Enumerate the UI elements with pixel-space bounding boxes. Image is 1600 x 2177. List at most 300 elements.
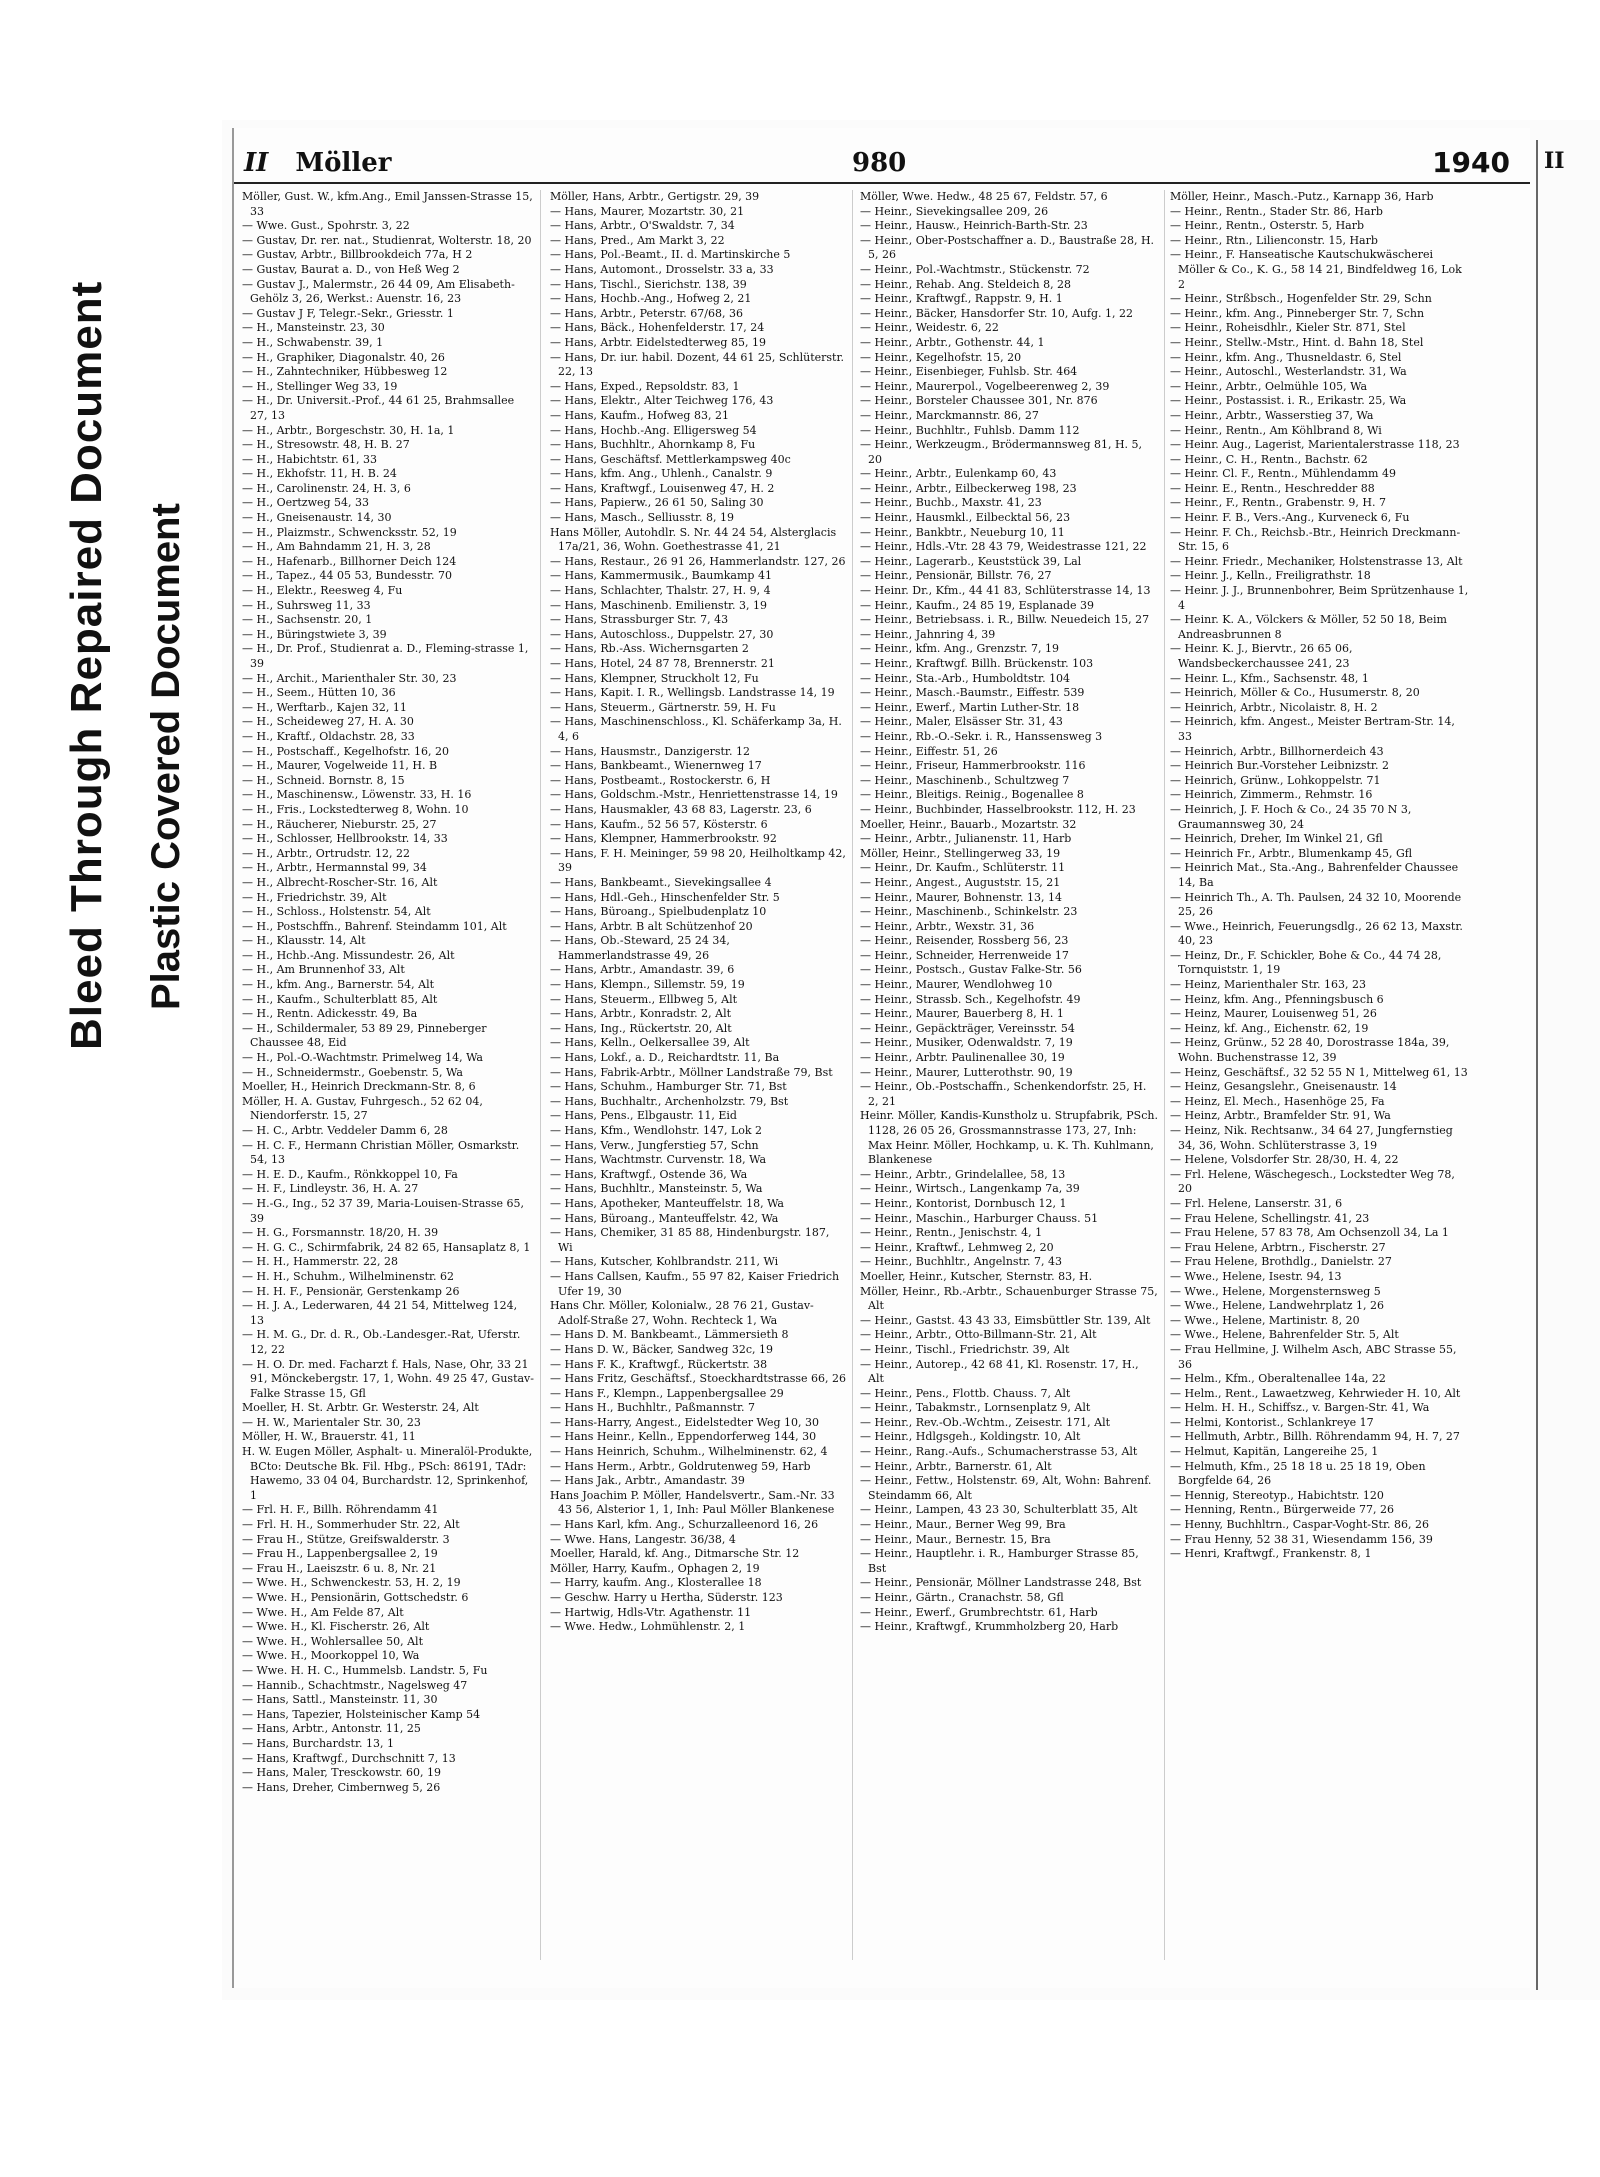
- directory-entry: — Hans, Kaufm., 52 56 57, Kösterstr. 6: [550, 817, 768, 831]
- directory-entry: — Hans, Wachtmstr. Curvenstr. 18, Wa: [550, 1153, 767, 1167]
- directory-entry: — Hellmuth, Arbtr., Billh. Röhrendamm 94, H. 7, 27: [1170, 1430, 1460, 1444]
- directory-entry: Moeller, H. St. Arbtr. Gr. Westerstr. 24, Alt: [242, 1401, 479, 1415]
- directory-entry: — Heinrich, Dreher, Im Winkel 21, Gfl: [1170, 832, 1383, 846]
- directory-entry: — Heinr., Hdlgsgeh., Koldingstr. 10, Alt: [860, 1430, 1081, 1444]
- directory-entry: — Heinr., Borsteler Chaussee 301, Nr. 876: [860, 394, 1098, 408]
- directory-entry: — Hans, Bankbeamt., Wienernweg 17: [550, 759, 762, 773]
- directory-entry: — Frau Helene, Schellingstr. 41, 23: [1170, 1211, 1370, 1225]
- directory-entry: — Heinr., Ewerf., Martin Luther-Str. 18: [860, 700, 1080, 714]
- directory-entry: — Hans F., Klempn., Lappenbergsallee 29: [550, 1386, 784, 1400]
- directory-entry: — Helm., Kfm., Oberaltenallee 14a, 22: [1170, 1372, 1386, 1386]
- directory-entry: — Heinr. F. Ch., Reichsb.-Btr., Heinrich Dreckmann-Str. 15, 6: [1170, 525, 1461, 554]
- directory-entry: — Heinz, El. Mech., Hasenhöge 25, Fa: [1170, 1094, 1385, 1108]
- directory-entry: — Hans-Harry, Angest., Eidelstedter Weg 10, 30: [550, 1415, 820, 1429]
- directory-entry: — Heinr., Eiffestr. 51, 26: [860, 744, 998, 758]
- directory-entry: — Heinrich, Arbtr., Nicolaistr. 8, H. 2: [1170, 700, 1378, 714]
- directory-entry: — Heinr., Lagerarb., Keuststück 39, Lal: [860, 554, 1082, 568]
- directory-entry: — Wwe. Hedw., Lohmühlenstr. 2, 1: [550, 1620, 746, 1634]
- directory-entry: — Hans, Steuerm., Gärtnerstr. 59, H. Fu: [550, 700, 776, 714]
- directory-entry: — Hans, Hotel, 24 87 78, Brennerstr. 21: [550, 657, 775, 670]
- directory-entry: — Hans, Elektr., Alter Teichweg 176, 43: [550, 394, 774, 408]
- directory-entry: — Heinr., Rtn., Lilienconstr. 15, Harb: [1170, 233, 1378, 247]
- directory-entry: — Hans, Pens., Elbgaustr. 11, Eid: [550, 1109, 737, 1123]
- directory-entry: — Heinr., Arbtr., Eilbeckerweg 198, 23: [860, 481, 1077, 495]
- directory-entry: — Heinr., Kraftwgf., Rappstr. 9, H. 1: [860, 292, 1063, 306]
- directory-entry: — Heinr., Buchb., Maxstr. 41, 23: [860, 496, 1042, 510]
- directory-entry: — Heinr., Maschinenb., Schinkelstr. 23: [860, 905, 1078, 919]
- directory-entry: — Heinr., Wirtsch., Langenkamp 7a, 39: [860, 1182, 1080, 1196]
- directory-entry: — Hans, kfm. Ang., Uhlenh., Canalstr. 9: [550, 467, 773, 481]
- directory-entry: — Hans, Hdl.-Geh., Hinschenfelder Str. 5: [550, 890, 780, 904]
- directory-entry: — H., Kraftf., Oldachstr. 28, 33: [242, 729, 415, 743]
- directory-entry: — Heinr., Friseur, Hammerbrookstr. 116: [860, 759, 1086, 773]
- directory-entry: — Heinrich, J. F. Hoch & Co., 24 35 70 N 3, Graumannsweg 30, 24: [1170, 802, 1412, 831]
- directory-entry: — H., Elektr., Reesweg 4, Fu: [242, 584, 403, 598]
- directory-entry: — Heinr., F. Hanseatische Kautschukwäscherei Möller & Co., K. G., 58 14 21, Bindfeldweg 16, Lok 2: [1170, 248, 1462, 291]
- directory-entry: — Hans, Maurer, Mozartstr. 30, 21: [550, 204, 745, 218]
- directory-entry: — Wwe. H., Moorkoppel 10, Wa: [242, 1649, 420, 1663]
- directory-entry: — Heinr., Pensionär, Möllner Landstrasse 248, Bst: [860, 1576, 1142, 1590]
- directory-entry: — Hans, Kutscher, Kohlbrandstr. 211, Wi: [550, 1255, 779, 1269]
- directory-entry: — Hans, Schlachter, Thalstr. 27, H. 9, 4: [550, 584, 771, 598]
- directory-entry: — Hans Heinr., Kelln., Eppendorferweg 144, 30: [550, 1430, 817, 1444]
- directory-entry: — H., Klausstr. 14, Alt: [242, 934, 366, 948]
- directory-entry: Hans Joachim P. Möller, Handelsvertr., Sam.-Nr. 33 43 56, Alsterior 1, 1, Inh: Paul Möller Blankenese: [550, 1488, 835, 1517]
- directory-entry: Heinr. Möller, Kandis-Kunstholz u. Strupfabrik, PSch. 1128, 26 05 26, Grossmannstrasse 173, 27, Inh: Max Heinr. Möller, Hochkamp, u. K. Th. Kuhlmann, Blankenese: [860, 1109, 1158, 1167]
- directory-entry: — H. W., Marientaler Str. 30, 23: [242, 1415, 421, 1429]
- directory-entry: — Heinr. Aug., Lagerist, Marientalerstrasse 118, 23: [1170, 438, 1460, 452]
- directory-entry: — Heinr., Werkzeugm., Brödermannsweg 81, H. 5, 20: [860, 438, 1143, 466]
- directory-entry: — Heinr., Hausmkl., Eilbecktal 56, 23: [860, 511, 1071, 525]
- directory-entry: — Heinr., Sievekingsallee 209, 26: [860, 204, 1049, 218]
- directory-entry: — Heinr., C. H., Rentn., Bachstr. 62: [1170, 452, 1368, 466]
- directory-entry: Möller, Heinr., Stellingerweg 33, 19: [860, 846, 1061, 860]
- directory-entry: — Gustav J F, Telegr.-Sekr., Griesstr. 1: [242, 306, 454, 320]
- directory-entry: — H., Tapez., 44 05 53, Bundesstr. 70: [242, 569, 452, 583]
- directory-entry: — Gustav, Arbtr., Billbrookdeich 77a, H 2: [242, 248, 473, 262]
- directory-entry: — Helm. H. H., Schiffsz., v. Bargen-Str. 41, Wa: [1170, 1401, 1430, 1415]
- directory-entry: — Hans, Burchardstr. 13, 1: [242, 1736, 394, 1750]
- directory-entry: — Hans, Kraftwgf., Durchschnitt 7, 13: [242, 1751, 456, 1765]
- directory-entry: — Frl. Helene, Wäschegesch., Lockstedter Weg 78, 20: [1170, 1167, 1455, 1196]
- directory-entry: — Heinr., Arbtr., Otto-Billmann-Str. 21, Alt: [860, 1328, 1097, 1342]
- directory-entry: — Heinr., Kraftwgf., Krummholzberg 20, Harb: [860, 1620, 1119, 1634]
- directory-entry: — Heinr., Strßbsch., Hogenfelder Str. 29, Schn: [1170, 292, 1432, 306]
- directory-entry: — Hans, Maschinenschloss., Kl. Schäferkamp 3a, H. 4, 6: [550, 715, 842, 743]
- directory-entry: — H. H., Hammerstr. 22, 28: [242, 1255, 399, 1269]
- directory-entry: — Hans, Autoschloss., Duppelstr. 27, 30: [550, 627, 774, 641]
- directory-entry: — Hans, Chemiker, 31 85 88, Hindenburgstr. 187, Wi: [550, 1226, 830, 1254]
- directory-entry: — H. F., Lindleystr. 36, H. A. 27: [242, 1182, 419, 1196]
- directory-entry: — Frau H., Stütze, Greifswalderstr. 3: [242, 1532, 450, 1546]
- directory-entry: — Heinrich Mat., Sta.-Ang., Bahrenfelder Chaussee 14, Ba: [1170, 861, 1459, 889]
- directory-entry: — Wwe., Helene, Isestr. 94, 13: [1170, 1269, 1342, 1283]
- directory-entry: — Hans, Sattl., Mansteinstr. 11, 30: [242, 1693, 438, 1707]
- directory-entry: — Wwe., Helene, Morgensternsweg 5: [1170, 1284, 1381, 1298]
- directory-entry: — Hans, Goldschm.-Mstr., Henriettenstrasse 14, 19: [550, 788, 838, 802]
- directory-entry: — Heinr., Postassist. i. R., Erikastr. 25, Wa: [1170, 394, 1407, 408]
- directory-entry: — Frau H., Laeiszstr. 6 u. 8, Nr. 21: [242, 1561, 437, 1575]
- directory-entry: Möller, Hans, Arbtr., Gertigstr. 29, 39: [550, 190, 760, 203]
- directory-entry: — Wwe. H., Kl. Fischerstr. 26, Alt: [242, 1620, 430, 1634]
- directory-entry: — H. O. Dr. med. Facharzt f. Hals, Nase, Ohr, 33 21 91, Mönckebergstr. 17, 1, Wohn. 49 25 47, Gustav-Falke Strasse 15, Gfl: [242, 1357, 534, 1400]
- directory-entry: — Heinr., Gärtn., Cranachstr. 58, Gfl: [860, 1591, 1064, 1604]
- directory-entry: — Hans, Apotheker, Manteuffelstr. 18, Wa: [550, 1196, 784, 1210]
- directory-entry: — Hans, Hochb.-Ang., Hofweg 2, 21: [550, 292, 752, 306]
- directory-column-1: [242, 190, 541, 1960]
- directory-entry: — H., Fris., Lockstedterweg 8, Wohn. 10: [242, 802, 469, 816]
- directory-entry: — Hans D. W., Bäcker, Sandweg 32c, 19: [550, 1342, 774, 1356]
- directory-entry: — Hans, Schuhm., Hamburger Str. 71, Bst: [550, 1080, 787, 1094]
- directory-entry: Moeller, H., Heinrich Dreckmann-Str. 8, 6: [242, 1080, 476, 1094]
- directory-entry: — Frau H., Lappenbergsallee 2, 19: [242, 1547, 438, 1561]
- directory-entry: — H., Mansteinstr. 23, 30: [242, 321, 385, 335]
- directory-entry: — Heinr., Kaufm., 24 85 19, Esplanade 39: [860, 598, 1095, 612]
- directory-entry: — Hans, Buchhltr., Ahornkamp 8, Fu: [550, 438, 756, 452]
- directory-entry: — Heinz, Grünw., 52 28 40, Dorostrasse 184a, 39, Wohn. Buchenstrasse 12, 39: [1170, 1036, 1450, 1065]
- directory-entry: — Heinr., kfm. Ang., Pinneberger Str. 7, Schn: [1170, 306, 1425, 320]
- directory-entry: — H. H. F., Pensionär, Gerstenkamp 26: [242, 1284, 460, 1298]
- directory-entry: Möller, Harry, Kaufm., Ophagen 2, 19: [550, 1561, 760, 1575]
- directory-entry: — Heinz, Nik. Rechtsanw., 34 64 27, Jungfernstieg 34, 36, Wohn. Schlüterstrasse 3, 19: [1170, 1124, 1453, 1152]
- directory-entry: — H., Dr. Prof., Studienrat a. D., Fleming-strasse 1, 39: [242, 642, 529, 670]
- directory-entry: — H. H., Schuhm., Wilhelminenstr. 62: [242, 1269, 455, 1283]
- directory-entry: — Heinr., Maur., Bernestr. 15, Bra: [860, 1532, 1051, 1546]
- next-page-edge: [1536, 140, 1588, 1990]
- directory-entry: — Heinr., Angest., Auguststr. 15, 21: [860, 875, 1061, 889]
- directory-entry: — Heinr., kfm. Ang., Thusneldastr. 6, Stel: [1170, 350, 1402, 364]
- directory-entry: — Hans, Büroang., Manteuffelstr. 42, Wa: [550, 1211, 779, 1225]
- directory-entry: — H., Dr. Universit.-Prof., 44 61 25, Brahmsallee 27, 13: [242, 394, 515, 422]
- directory-entry: — Heinr., Pensionär, Billstr. 76, 27: [860, 569, 1052, 583]
- directory-entry: — Heinr., Maschin., Harburger Chauss. 51: [860, 1211, 1099, 1225]
- directory-entry: — Heinz, Dr., F. Schickler, Bohe & Co., 44 74 28, Tornquiststr. 1, 19: [1170, 948, 1442, 977]
- directory-entry: Möller, Heinr., Masch.-Putz., Karnapp 36, Harb: [1170, 190, 1434, 203]
- directory-entry: — Heinr. Friedr., Mechaniker, Holstenstrasse 13, Alt: [1170, 554, 1463, 568]
- directory-entry: — Heinr., Pens., Flottb. Chauss. 7, Alt: [860, 1386, 1071, 1400]
- directory-entry: — Heinr., Rang.-Aufs., Schumacherstrasse 53, Alt: [860, 1445, 1138, 1459]
- directory-entry: — H. J. A., Lederwaren, 44 21 54, Mittelweg 124, 13: [242, 1299, 518, 1327]
- header-name: Möller: [295, 148, 392, 178]
- directory-entry: — Frau Helene, Arbtrn., Fischerstr. 27: [1170, 1240, 1386, 1254]
- directory-entry: — Hans, Masch., Selliusstr. 8, 19: [550, 511, 734, 525]
- directory-entry: — Hans Jak., Arbtr., Amandastr. 39: [550, 1474, 745, 1488]
- directory-entry: — H. C. F., Hermann Christian Möller, Osmarkstr. 54, 13: [242, 1138, 520, 1167]
- directory-page: [232, 128, 1530, 1988]
- directory-entry: — H., Hchb.-Ang. Missundestr. 26, Alt: [242, 948, 455, 962]
- directory-entry: — Hans, Klempner, Struckholt 12, Fu: [550, 671, 759, 685]
- directory-entry: — H., Schloss., Holstenstr. 54, Alt: [242, 905, 431, 919]
- directory-entry: — Heinrich, Möller & Co., Husumerstr. 8, 20: [1170, 686, 1420, 700]
- directory-entry: — Heinrich, Zimmerm., Rehmstr. 16: [1170, 788, 1373, 802]
- directory-entry: — H., Rentn. Adickesstr. 49, Ba: [242, 1007, 418, 1021]
- directory-entry: — Wwe., Helene, Martinistr. 8, 20: [1170, 1313, 1360, 1327]
- directory-entry: — Wwe., Helene, Landwehrplatz 1, 26: [1170, 1299, 1385, 1313]
- directory-entry: — Heinr., Kontorist, Dornbusch 12, 1: [860, 1196, 1067, 1210]
- directory-entry: — Hans, Geschäftsf. Mettlerkampsweg 40c: [550, 452, 791, 466]
- directory-entry: — H., Scheideweg 27, H. A. 30: [242, 715, 414, 729]
- directory-entry: — H., Albrecht-Roscher-Str. 16, Alt: [242, 875, 438, 889]
- directory-entry: — Heinr. K. A., Völckers & Möller, 52 50 18, Beim Andreasbrunnen 8: [1170, 613, 1447, 641]
- directory-entry: — H., Schildermaler, 53 89 29, Pinneberger Chaussee 48, Eid: [242, 1021, 487, 1050]
- directory-entry: — Hans, Kaufm., Hofweg 83, 21: [550, 408, 729, 422]
- directory-entry: — Gustav, Dr. rer. nat., Studienrat, Wolterstr. 18, 20: [242, 233, 532, 247]
- directory-entry: Moeller, Heinr., Bauarb., Mozartstr. 32: [860, 817, 1077, 831]
- directory-entry: — Hans, Buchhaltr., Archenholzstr. 79, Bst: [550, 1094, 789, 1108]
- directory-entry: — Helmut, Kapitän, Langereihe 25, 1: [1170, 1445, 1379, 1459]
- directory-entry: — H. E. D., Kaufm., Rönkkoppel 10, Fa: [242, 1167, 458, 1181]
- directory-entry: — H., Schneid. Bornstr. 8, 15: [242, 773, 405, 787]
- directory-entry: — Heinr., Maur., Berner Weg 99, Bra: [860, 1518, 1066, 1532]
- directory-entry: — Hans, Büroang., Spielbudenplatz 10: [550, 905, 767, 919]
- directory-entry: — H. M. G., Dr. d. R., Ob.-Landesger.-Rat, Uferstr. 12, 22: [242, 1328, 521, 1356]
- directory-entry: — H., Am Bahndamm 21, H. 3, 28: [242, 540, 431, 554]
- directory-entry: — Heinr., Arbtr., Barnerstr. 61, Alt: [860, 1459, 1052, 1473]
- directory-entry: — Henny, Buchhltrn., Caspar-Voght-Str. 86, 26: [1170, 1518, 1429, 1532]
- directory-entry: — Heinr., Kraftwf., Lehmweg 2, 20: [860, 1240, 1054, 1254]
- directory-entry: — Hans D. M. Bankbeamt., Lämmersieth 8: [550, 1328, 789, 1342]
- directory-entry: — Heinr., Hauptlehr. i. R., Hamburger Strasse 85, Bst: [860, 1547, 1139, 1575]
- directory-entry: — H., Graphiker, Diagonalstr. 40, 26: [242, 350, 445, 364]
- directory-entry: — Hannib., Schachtmstr., Nagelsweg 47: [242, 1678, 468, 1692]
- directory-entry: — Heinz, kfm. Ang., Pfenningsbusch 6: [1170, 992, 1384, 1006]
- scanned-page: [222, 120, 1600, 2000]
- directory-entry: — Heinr., Arbtr., Grindelallee, 58, 13: [860, 1167, 1066, 1181]
- directory-entry: — Hans, Ing., Rückertstr. 20, Alt: [550, 1021, 732, 1035]
- directory-entry: — H., Arbtr., Hermannstal 99, 34: [242, 861, 427, 875]
- directory-entry: — Hans, Pol.-Beamt., II. d. Martinskirche 5: [550, 248, 791, 262]
- directory-entry: — Wwe. H., Pensionärin, Gottschedstr. 6: [242, 1591, 469, 1604]
- directory-entry: — Heinz, Geschäftsf., 32 52 55 N 1, Mittelweg 61, 13: [1170, 1065, 1468, 1079]
- directory-entry: — Heinr., Strassb. Sch., Kegelhofstr. 49: [860, 992, 1081, 1006]
- directory-entry: — Heinr., Arbtr. Paulinenallee 30, 19: [860, 1051, 1065, 1065]
- directory-entry: — H., Suhrsweg 11, 33: [242, 598, 371, 612]
- directory-entry: — Helmi, Kontorist., Schlankreye 17: [1170, 1415, 1374, 1429]
- directory-entry: — Hans Heinrich, Schuhm., Wilhelminenstr. 62, 4: [550, 1445, 828, 1459]
- directory-entry: — Hans, Rb.-Ass. Wichernsgarten 2: [550, 642, 749, 656]
- directory-entry: — Hans Callsen, Kaufm., 55 97 82, Kaiser Friedrich Ufer 19, 30: [550, 1269, 840, 1298]
- page-header: [234, 142, 1530, 184]
- directory-entry: — Heinr., Dr. Kaufm., Schlüterstr. 11: [860, 861, 1066, 875]
- side-label-repaired-text: Repaired Document: [62, 280, 111, 714]
- directory-entry: — Heinr., Hdls.-Vtr. 28 43 79, Weidestrasse 121, 22: [860, 540, 1147, 554]
- directory-entry: — Hans, Bankbeamt., Sievekingsallee 4: [550, 875, 772, 889]
- directory-entry: — H., Büringstwiete 3, 39: [242, 627, 387, 641]
- directory-entry: — Heinr., Stellw.-Mstr., Hint. d. Bahn 18, Stel: [1170, 335, 1424, 349]
- directory-entry: — Heinr. Dr., Kfm., 44 41 83, Schlüterstrasse 14, 13: [860, 584, 1151, 598]
- directory-entry: — H., Kaufm., Schulterblatt 85, Alt: [242, 992, 438, 1006]
- directory-entry: — H. C., Arbtr. Veddeler Damm 6, 28: [242, 1124, 448, 1137]
- directory-entry: — Hans, Arbtr., O'Swaldstr. 7, 34: [550, 219, 735, 233]
- directory-entry: — Gustav, Baurat a. D., von Heß Weg 2: [242, 262, 460, 276]
- directory-column-4: [1170, 190, 1470, 1960]
- directory-entry: — Frau Hellmine, J. Wilhelm Asch, ABC Strasse 55, 36: [1170, 1342, 1457, 1371]
- directory-entry: — Frl. Helene, Lanserstr. 31, 6: [1170, 1196, 1343, 1210]
- directory-entry: — Heinr. J. J., Brunnenbohrer, Beim Sprützenhause 1, 4: [1170, 584, 1469, 612]
- directory-entry: — H., Schlosser, Hellbrookstr. 14, 33: [242, 832, 448, 846]
- directory-entry: — Hans, Arbtr., Amandastr. 39, 6: [550, 963, 735, 977]
- next-page-header: II: [1544, 148, 1565, 174]
- directory-entry: — Hans, Arbtr. Eidelstedterweg 85, 19: [550, 335, 766, 349]
- directory-entry: — H., Seem., Hütten 10, 36: [242, 686, 396, 700]
- directory-entry: — H. G., Forsmannstr. 18/20, H. 39: [242, 1226, 439, 1240]
- directory-entry: — Wwe. H. H. C., Hummelsb. Landstr. 5, Fu: [242, 1663, 488, 1677]
- directory-entry: Möller, Gust. W., kfm.Ang., Emil Janssen-Strasse 15, 33: [242, 190, 533, 218]
- directory-entry: — Hans, Kelln., Oelkersallee 39, Alt: [550, 1036, 750, 1050]
- directory-entry: — H., Plaizmstr., Schwencksstr. 52, 19: [242, 525, 457, 539]
- directory-entry: — Frl. H. F., Billh. Röhrendamm 41: [242, 1503, 439, 1517]
- side-label-bleed-text: Bleed Through: [62, 726, 111, 1050]
- directory-entry: Hans Chr. Möller, Kolonialw., 28 76 21, Gustav-Adolf-Straße 27, Wohn. Rechteck 1, Wa: [550, 1299, 814, 1327]
- directory-entry: Hans Möller, Autohdlr. S. Nr. 44 24 54, Alsterglacis 17a/21, 36, Wohn. Goethestrasse 41, 21: [550, 525, 837, 554]
- directory-entry: — H., Sachsenstr. 20, 1: [242, 613, 373, 627]
- directory-entry: — Harry, kaufm. Ang., Klosterallee 18: [550, 1576, 762, 1590]
- directory-entry: — Hartwig, Hdls-Vtr. Agathenstr. 11: [550, 1605, 752, 1619]
- directory-entry: Möller, Wwe. Hedw., 48 25 67, Feldstr. 57, 6: [860, 190, 1108, 203]
- directory-entry: — Heinr., Tabakmstr., Lornsenplatz 9, Alt: [860, 1401, 1091, 1415]
- directory-entry: — Hans Fritz, Geschäftsf., Stoeckhardtstrasse 66, 26: [550, 1372, 846, 1386]
- directory-entry: — Hans, Maler, Tresckowstr. 60, 19: [242, 1766, 441, 1780]
- directory-entry: — Heinr., Marckmannstr. 86, 27: [860, 408, 1039, 422]
- directory-entry: — Henri, Kraftwgf., Frankenstr. 8, 1: [1170, 1547, 1372, 1561]
- directory-entry: — H., Carolinenstr. 24, H. 3, 6: [242, 481, 411, 495]
- directory-entry: Möller, Heinr., Rb.-Arbtr., Schauenburger Strasse 75, Alt: [860, 1284, 1158, 1313]
- directory-entry: — Heinrich, kfm. Angest., Meister Bertram-Str. 14, 33: [1170, 715, 1455, 743]
- directory-entry: Moeller, Harald, kf. Ang., Ditmarsche Str. 12: [550, 1547, 800, 1561]
- directory-entry: — Heinr., Fettw., Holstenstr. 69, Alt, Wohn: Bahrenf. Steindamm 66, Alt: [860, 1474, 1152, 1502]
- directory-entry: — Heinr., Maurer, Wendlohweg 10: [860, 978, 1053, 992]
- directory-entry: — Heinr., Betriebsass. i. R., Billw. Neuedeich 15, 27: [860, 613, 1150, 627]
- directory-entry: — H., Am Brunnenhof 33, Alt: [242, 963, 405, 977]
- directory-entry: — Frau Helene, 57 83 78, Am Ochsenzoll 34, La 1: [1170, 1226, 1449, 1240]
- directory-entry: — H., Postschaff., Kegelhofstr. 16, 20: [242, 744, 449, 758]
- directory-entry: — Hans, F. H. Meininger, 59 98 20, Heilholtkamp 42, 39: [550, 846, 846, 875]
- directory-entry: — Heinr., Autorep., 42 68 41, Kl. Rosenstr. 17, H., Alt: [860, 1357, 1139, 1386]
- directory-entry: — Heinr. J., Kelln., Freiligrathstr. 18: [1170, 569, 1371, 583]
- directory-entry: — Heinr., Lampen, 43 23 30, Schulterblatt 35, Alt: [860, 1503, 1138, 1517]
- directory-entry: — Heinr., Ob.-Postschaffn., Schenkendorfstr. 25, H. 2, 21: [860, 1080, 1147, 1108]
- directory-entry: — Heinr., Maurer, Bauerberg 8, H. 1: [860, 1007, 1064, 1021]
- directory-entry: — Hans, Buchhltr., Mansteinstr. 5, Wa: [550, 1182, 763, 1196]
- directory-entry: — Frl. H. H., Sommerhuder Str. 22, Alt: [242, 1518, 460, 1532]
- directory-entry: Möller, H. W., Brauerstr. 41, 11: [242, 1430, 416, 1444]
- directory-entry: — Heinr., Sta.-Arb., Humboldtstr. 104: [860, 671, 1071, 685]
- directory-entry: — H., Schneidermstr., Goebenstr. 5, Wa: [242, 1065, 463, 1079]
- directory-entry: — Heinr., Rehab. Ang. Steldeich 8, 28: [860, 277, 1072, 291]
- directory-entry: — H., Schwabenstr. 39, 1: [242, 335, 384, 349]
- directory-entry: — H., kfm. Ang., Barnerstr. 54, Alt: [242, 978, 435, 992]
- directory-column-2: [550, 190, 853, 1960]
- directory-entry: — Heinr., Weidestr. 6, 22: [860, 321, 999, 335]
- directory-entry: — Hans, Kapit. I. R., Wellingsb. Landstrasse 14, 19: [550, 686, 835, 700]
- directory-entry: — Heinr., Reisender, Rossberg 56, 23: [860, 934, 1069, 948]
- directory-entry: — Heinr., Schneider, Herrenweide 17: [860, 948, 1069, 962]
- header-left: [244, 148, 392, 178]
- directory-entry: — Hans, Papierw., 26 61 50, Saling 30: [550, 496, 764, 510]
- directory-entry: — Wwe. H., Wohlersallee 50, Alt: [242, 1634, 423, 1648]
- directory-entry: — Hans, Arbtr., Peterstr. 67/68, 36: [550, 306, 743, 320]
- side-label-plastic-covered: Plastic Covered Document: [144, 503, 188, 1010]
- directory-entry: — Heinz, Maurer, Louisenweg 51, 26: [1170, 1007, 1377, 1021]
- directory-entry: — H. G. C., Schirmfabrik, 24 82 65, Hansaplatz 8, 1: [242, 1240, 531, 1254]
- directory-entry: — Hans F. K., Kraftwgf., Rückertstr. 38: [550, 1357, 768, 1371]
- directory-entry: — H., Maurer, Vogelweide 11, H. B: [242, 759, 438, 773]
- directory-entry: — Wwe. Hans, Langestr. 36/38, 4: [550, 1532, 736, 1546]
- directory-entry: — Hans, Klempn., Sillemstr. 59, 19: [550, 978, 745, 992]
- directory-entry: — Heinr. K. J., Biervtr., 26 65 06, Wandsbeckerchaussee 241, 23: [1170, 642, 1353, 670]
- directory-entry: — H., Oertzweg 54, 33: [242, 496, 370, 510]
- directory-entry: — Hans, Dreher, Cimbernweg 5, 26: [242, 1780, 441, 1794]
- directory-entry: — Heinr., Arbtr., Eulenkamp 60, 43: [860, 467, 1057, 481]
- directory-entry: — Heinr., F., Rentn., Grabenstr. 9, H. 7: [1170, 496, 1386, 510]
- directory-entry: — Hans, Arbtr., Konradstr. 2, Alt: [550, 1007, 732, 1021]
- directory-entry: — Heinz, Gesangslehr., Gneisenaustr. 14: [1170, 1080, 1397, 1094]
- directory-entry: — Heinr., Arbtr., Wasserstieg 37, Wa: [1170, 408, 1374, 422]
- directory-entry: — Heinrich Fr., Arbtr., Blumenkamp 45, Gfl: [1170, 846, 1413, 860]
- directory-entry: — Heinr., Arbtr., Oelmühle 105, Wa: [1170, 379, 1368, 393]
- directory-entry: — Wwe., Heinrich, Feuerungsdlg., 26 62 13, Maxstr. 40, 23: [1170, 919, 1463, 948]
- directory-entry: — H., Archit., Marienthaler Str. 30, 23: [242, 671, 457, 685]
- directory-entry: — H., Arbtr., Borgeschstr. 30, H. 1a, 1: [242, 423, 455, 437]
- directory-entry: — Heinr., Rentn., Osterstr. 5, Harb: [1170, 219, 1365, 233]
- header-roman: II: [244, 148, 269, 178]
- directory-entry: — H., Arbtr., Ortrudstr. 12, 22: [242, 846, 410, 860]
- directory-entry: — Heinr., Pol.-Wachtmstr., Stückenstr. 72: [860, 262, 1090, 276]
- directory-entry: — Hans, Restaur., 26 91 26, Hammerlandstr. 127, 26: [550, 554, 846, 568]
- directory-entry: — Heinr., Rev.-Ob.-Wchtm., Zeisestr. 171, Alt: [860, 1415, 1111, 1429]
- directory-entry: — Heinr., Gastst. 43 43 33, Eimsbüttler Str. 139, Alt: [860, 1313, 1151, 1327]
- directory-entry: — Heinr., Eisenbieger, Fuhlsb. Str. 464: [860, 365, 1078, 379]
- directory-entry: — Heinr. E., Rentn., Heschredder 88: [1170, 481, 1375, 495]
- directory-entry: — Wwe. H., Schwenckestr. 53, H. 2, 19: [242, 1576, 461, 1590]
- directory-entry: — Heinr., Ober-Postschaffner a. D., Baustraße 28, H. 5, 26: [860, 233, 1155, 262]
- directory-entry: — Geschw. Harry u Hertha, Süderstr. 123: [550, 1591, 783, 1604]
- directory-entry: — Hans, Automont., Drosselstr. 33 a, 33: [550, 262, 774, 276]
- directory-entry: — Helene, Volsdorfer Str. 28/30, H. 4, 22: [1170, 1153, 1399, 1167]
- directory-entry: — Hans, Verw., Jungferstieg 57, Schn: [550, 1138, 759, 1152]
- directory-entry: — Heinr., Buchbinder, Hasselbrookstr. 112, H. 23: [860, 802, 1136, 816]
- directory-entry: — Heinr. L., Kfm., Sachsenstr. 48, 1: [1170, 671, 1369, 685]
- directory-entry: — H., Werftarb., Kajen 32, 11: [242, 700, 407, 714]
- directory-entry: — H., Habichtstr. 61, 33: [242, 452, 378, 466]
- directory-entry: — Wwe., Helene, Bahrenfelder Str. 5, Alt: [1170, 1328, 1399, 1342]
- directory-entry: — Wwe. H., Am Felde 87, Alt: [242, 1605, 404, 1619]
- directory-entry: — Hans, Arbtr., Antonstr. 11, 25: [242, 1722, 421, 1736]
- directory-entry: — H., Hafenarb., Billhorner Deich 124: [242, 554, 457, 568]
- directory-entry: — Heinr., Kegelhofstr. 15, 20: [860, 350, 1022, 364]
- directory-entry: Möller, H. A. Gustav, Fuhrgesch., 52 62 04, Niendorferstr. 15, 27: [242, 1094, 483, 1123]
- directory-entry: — Gustav J., Malermstr., 26 44 09, Am Elisabeth-Gehölz 3, 26, Werkst.: Auenstr. 16, 23: [242, 277, 515, 306]
- directory-entry: — Hans, Klempner, Hammerbrookstr. 92: [550, 832, 777, 846]
- directory-entry: — Frau Henny, 52 38 31, Wiesendamm 156, 39: [1170, 1532, 1433, 1546]
- directory-entry: — Heinr., Maschinenb., Schultzweg 7: [860, 773, 1070, 787]
- directory-entry: — H., Stellinger Weg 33, 19: [242, 379, 398, 393]
- directory-entry: — Hans H., Buchhltr., Paßmannstr. 7: [550, 1401, 756, 1415]
- directory-entry: — Frau Helene, Brothdlg., Danielstr. 27: [1170, 1255, 1392, 1269]
- directory-entry: — Hans, Dr. iur. habil. Dozent, 44 61 25, Schlüterstr. 22, 13: [550, 350, 844, 379]
- directory-entry: — H., Maschinensw., Löwenstr. 33, H. 16: [242, 788, 472, 802]
- directory-entry: — Heinrich, Arbtr., Billhornerdeich 43: [1170, 744, 1384, 758]
- directory-entry: H. W. Eugen Möller, Asphalt- u. Mineralöl-Produkte, BCto: Deutsche Bk. Fil. Hbg., PSch: 86191, TAdr: Hawemo, 33 04 04, Burchardstr. 12, Sprinkenhof, 1: [242, 1445, 533, 1502]
- directory-entry: — Hans, Kraftwgf., Ostende 36, Wa: [550, 1167, 748, 1181]
- directory-entry: — Heinr., Gepäckträger, Vereinsstr. 54: [860, 1021, 1075, 1035]
- directory-entry: — Hans, Hochb.-Ang. Elligersweg 54: [550, 423, 757, 437]
- directory-entry: — Hans, Kammermusik., Baumkamp 41: [550, 569, 772, 583]
- directory-entry: — Hans Herm., Arbtr., Goldrutenweg 59, Harb: [550, 1459, 811, 1473]
- directory-entry: — Heinr., Hausw., Heinrich-Barth-Str. 23: [860, 219, 1088, 233]
- directory-entry: — Heinrich Bur.-Vorsteher Leibnizstr. 2: [1170, 759, 1389, 773]
- page-number: 980: [852, 148, 907, 178]
